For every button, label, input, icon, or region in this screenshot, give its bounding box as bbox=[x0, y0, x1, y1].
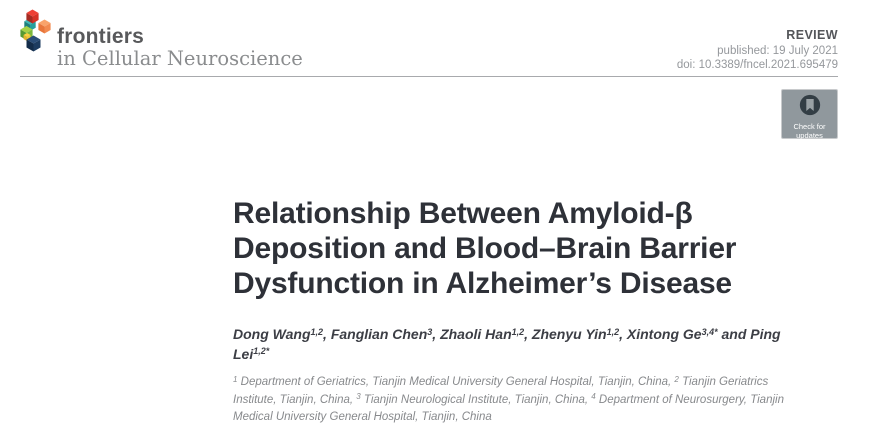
author-name: Zhenyu Yin bbox=[531, 326, 607, 342]
author-affiliation-sup: 3 bbox=[427, 326, 433, 337]
title-line-3: Dysfunction in Alzheimer’s Disease bbox=[233, 267, 732, 300]
journal-subtitle: in Cellular Neuroscience bbox=[57, 47, 303, 70]
frontiers-logo-icon bbox=[15, 8, 55, 59]
author bbox=[331, 326, 432, 342]
title-line-1: Relationship Between Amyloid-β bbox=[233, 197, 693, 230]
author bbox=[532, 326, 619, 342]
author-name: Ping Lei bbox=[233, 326, 781, 362]
author bbox=[627, 326, 718, 342]
author bbox=[440, 326, 524, 342]
title-line-2: Deposition and Blood–Brain Barrier bbox=[233, 232, 737, 265]
journal-name: frontiers bbox=[57, 25, 144, 48]
crossmark-label: Check for updates bbox=[793, 122, 826, 140]
author-affiliation-sup: 3,4* bbox=[701, 326, 718, 337]
author-name: Dong Wang bbox=[233, 326, 311, 342]
published-date: published: 19 July 2021 bbox=[717, 44, 838, 57]
affiliation-sup: 2 bbox=[674, 374, 679, 384]
check-for-updates-badge[interactable] bbox=[781, 89, 838, 139]
author bbox=[233, 326, 323, 342]
affiliation-sup: 3 bbox=[356, 392, 361, 402]
doi: doi: 10.3389/fncel.2021.695479 bbox=[676, 59, 838, 71]
article-type-label: REVIEW bbox=[786, 28, 838, 42]
journal-brand bbox=[57, 26, 303, 70]
author-affiliation-sup: 1,2 bbox=[606, 326, 620, 337]
affiliation-sup: 1 bbox=[233, 374, 238, 384]
article-title bbox=[233, 196, 843, 301]
author-affiliation-sup: 1,2 bbox=[310, 326, 324, 337]
affiliation-sup: 4 bbox=[591, 392, 596, 402]
affiliation-list: $^1$ Department of Geriatrics, Tianjin Medical University General Hospital, Tianjin, China, $^2$ Tianjin Geriatrics Institute, Tianjin, China, $^3$ Tianjin Neurological Institute, Tianjin, China, $^4$ Department of Neurosurgery, Tianjin Medical University General Hospital, Tianjin, China bbox=[233, 374, 784, 423]
author-name: Fanglian Chen bbox=[330, 326, 428, 342]
header-meta bbox=[677, 28, 838, 71]
author-affiliation-sup: 1,2 bbox=[511, 326, 525, 337]
header-divider bbox=[20, 76, 838, 77]
author-affiliation-sup: 1,2* bbox=[253, 346, 270, 357]
crossmark-bookmark-icon bbox=[798, 93, 822, 122]
orange-cube bbox=[38, 20, 50, 34]
author-name: Zhaoli Han bbox=[440, 326, 512, 342]
author-name: Xintong Ge bbox=[626, 326, 702, 342]
author-list: Dong Wang$^{1,2}$, Fanglian Chen$^3$, Zhaoli Han$^{1,2}$, Zhenyu Yin$^{1,2}$, Xintong $Ge^{3,4*}$ and Ping Lei$^{1,2*}$ bbox=[233, 326, 781, 362]
